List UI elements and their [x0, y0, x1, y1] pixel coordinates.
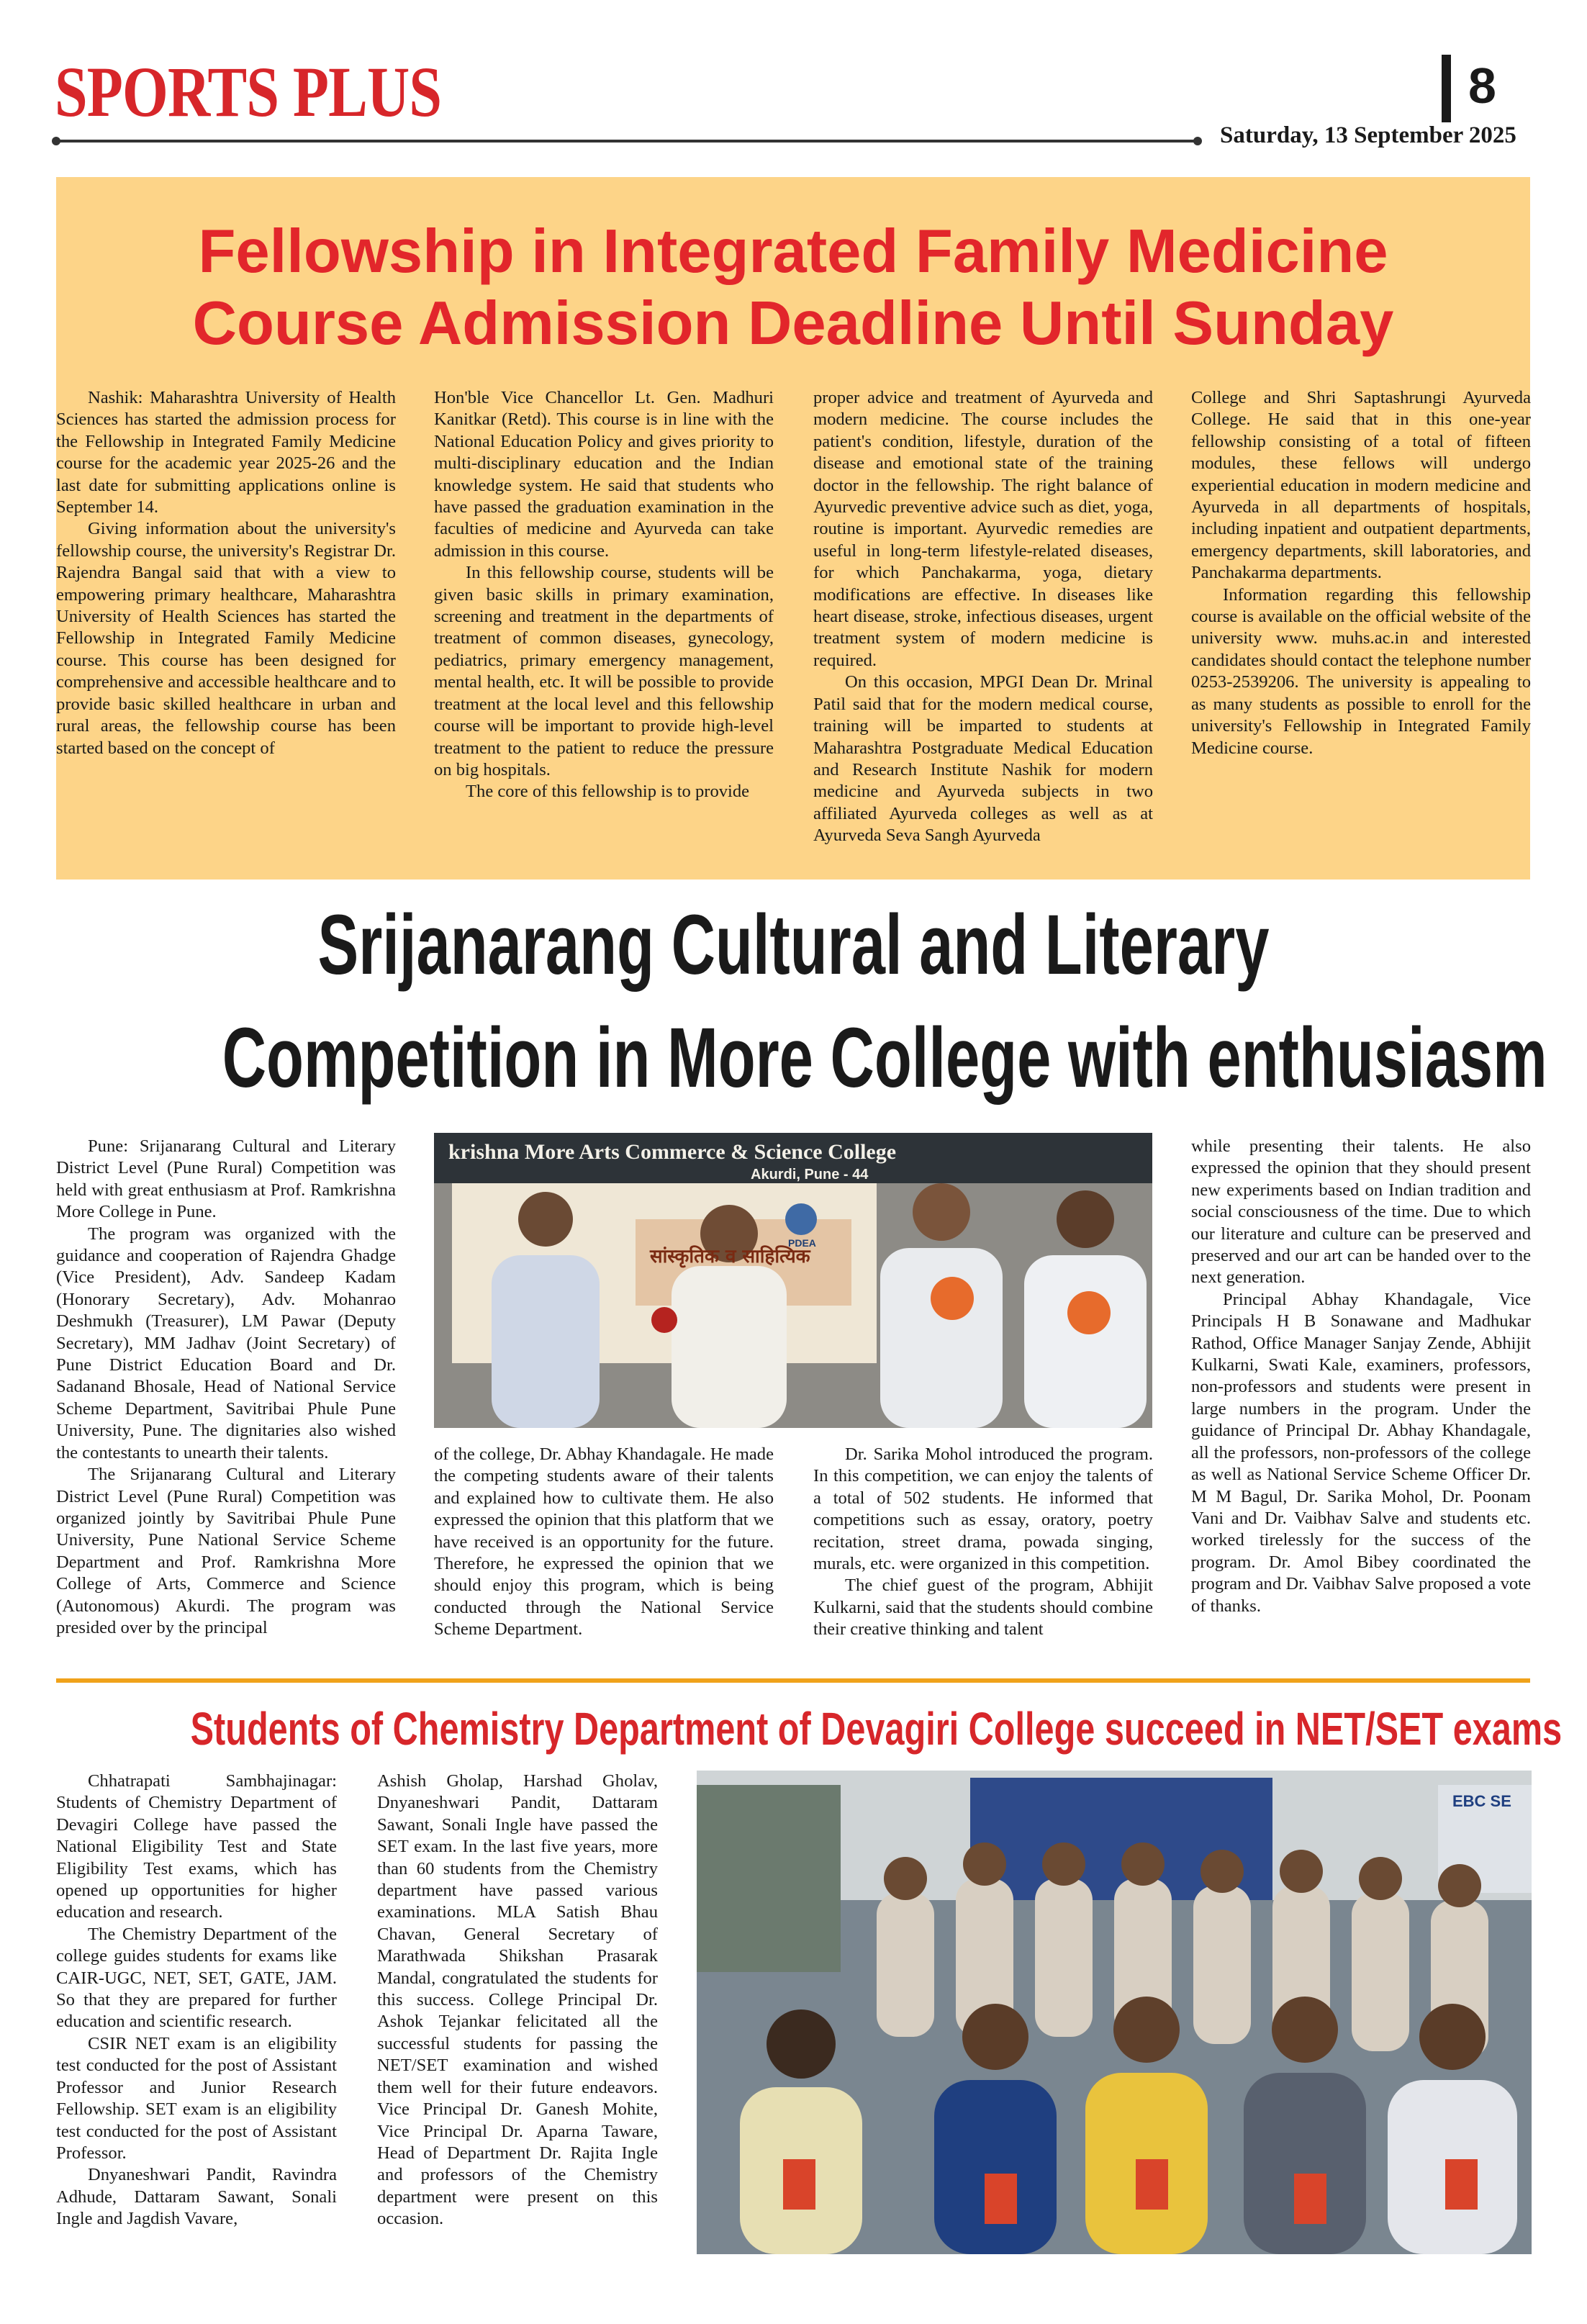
rule-end-dot — [52, 137, 60, 145]
paragraph: Principal Abhay Khandagale, Vice Principals H B Sonawane and Madhukar Rathod, Office Manager Sanjay Zende, Abhijit Kulkarni, Swati Kale, examiners, professors, non-professors and students were present in large numbers in the program. Under the guidance of Principal Dr. Abhay Khandagale, all the professors, non-professors of the college as well as National Service Scheme Officer Dr. M M Bagul, Dr. Sarika Mohol, Dr. Poonam Vani and Dr. Vaibhav Salve and students etc. worked tirelessly for the success of the program. Dr. Amol Bibey coordinated the program and Dr. Vaibhav Salve proposed a vote of thanks. — [1191, 1289, 1531, 1616]
issue-date: Saturday, 13 September 2025 — [1220, 122, 1516, 148]
chemistry-column-2 — [377, 1771, 658, 2230]
page-number-bar — [1442, 55, 1451, 122]
photo-banner-text: krishna More Arts Commerce & Science College — [448, 1140, 897, 1164]
fellowship-column-1 — [56, 387, 396, 759]
paragraph: The chief guest of the program, Abhijit Kulkarni, said that the students should combine their creative thinking and talent — [813, 1575, 1153, 1640]
srijanarang-column-2 — [434, 1444, 774, 1641]
paragraph: Nashik: Maharashtra University of Health Sciences has started the admission process for the Fellowship in Integrated Family Medicine course for the academic year 2025-26 and the last date for submitting applications online is September 14. — [56, 388, 396, 517]
fellowship-column-3 — [813, 387, 1153, 847]
chemistry-column-1 — [56, 1771, 337, 2230]
paragraph: proper advice and treatment of Ayurveda and modern medicine. The course includes the patient's condition, lifestyle, duration of the disease and emotional state of the training doctor in the fellowship. The right balance of Ayurvedic preventive advice such as diet, yoga, routine is important. Ayurvedic remedies are useful in long-term lifestyle-related diseases, for which Panchakarma, yoga, dietary modifications are effective. In diseases like heart disease, stroke, infectious diseases, urgent treatment system of modern medicine is required. — [813, 388, 1153, 670]
page-number: 8 — [1468, 58, 1496, 114]
section-divider — [56, 1678, 1530, 1683]
paragraph: Chhatrapati Sambhajinagar: Students of Chemistry Department of Devagiri College have passed the National Eligibility Test and State Eligibility Test exams, which has opened up opportunities for higher education and research. — [56, 1771, 337, 1922]
headline-line: Fellowship in Integrated Family Medicine — [198, 217, 1388, 286]
masthead-title: SPORTS PLUS — [55, 52, 442, 132]
chemistry-headline: Students of Chemistry Department of Devagiri College succeed in NET/SET exams — [190, 1703, 1563, 1755]
fellowship-headline — [56, 216, 1530, 360]
paragraph: Dr. Sarika Mohol introduced the program. In this competition, we can enjoy the talents of a total of 502 students. He informed that competitions such as essay, oratory, poetry recitation, street drama, powada singing, murals, etc. were organized in this competition. — [813, 1444, 1153, 1574]
masthead-rule — [55, 140, 1198, 143]
paragraph: of the college, Dr. Abhay Khandagale. He made the competing students aware of their talents and explained how to cultivate them. He also expressed the opinion that this platform that we have received is an opportunity for the future. Therefore, he expressed the opinion that we should enjoy this program, which is being conducted through the National Service Scheme Department. — [434, 1444, 774, 1640]
paragraph: CSIR NET exam is an eligibility test conducted for the post of Assistant Professor and Junior Research Fellowship. SET exam is an eligibility test conducted for the post of Assistant Professor. — [56, 2033, 337, 2163]
paragraph: Hon'ble Vice Chancellor Lt. Gen. Madhuri Kanitkar (Retd). This course is in line with the National Education Policy and gives priority to multi-disciplinary education and the Indian knowledge system. He said that students who have passed the graduation examination in the faculties of medicine and Ayurveda can take admission in this course. — [434, 388, 774, 561]
paragraph: On this occasion, MPGI Dean Dr. Mrinal Patil said that for the modern medical course, training will be imparted to students at Maharashtra Postgraduate Medical Education and Research Institute Nashik for modern medicine and Ayurveda subjects in two affiliated Ayurveda colleges as well as at Ayurveda Seva Sangh Ayurveda — [813, 672, 1153, 846]
paragraph: Giving information about the university's fellowship course, the university's Registrar Dr. Rajendra Bangal said that with a view to empowering primary healthcare, Maharashtra University of Health Sciences has started the Fellowship in Integrated Family Medicine course. This course has been designed for comprehensive and accessible healthcare and to provide basic skilled healthcare in urban and rural areas, the fellowship course has been started based on the concept of — [56, 519, 396, 758]
srijanarang-column-4 — [1191, 1136, 1531, 1617]
paragraph: The Chemistry Department of the college guides students for exams like CAIR-UGC, NET, SET, GATE, JAM. So that they are prepared for further education and scientific research. — [56, 1924, 337, 2032]
headline-line: Course Admission Deadline Until Sunday — [192, 289, 1394, 358]
rule-end-dot — [1193, 137, 1202, 145]
photo-banner-subtext: Akurdi, Pune - 44 — [751, 1167, 869, 1183]
paragraph: Pune: Srijanarang Cultural and Literary District Level (Pune Rural) Competition was held with great enthusiasm at Prof. Ramkrishna More College in Pune. — [56, 1136, 396, 1222]
paragraph: The core of this fellowship is to provide — [466, 782, 750, 802]
fellowship-column-2 — [434, 387, 774, 803]
fellowship-column-4 — [1191, 387, 1531, 759]
paragraph: Information regarding this fellowship course is available on the official website of the university www. muhs.ac.in and interested candidates should contact the telephone number 0253-2539206. The university is appealing to as many students as possible to enroll for the university's Fellowship in Integrated Family Medicine course. — [1191, 584, 1531, 758]
srijanarang-column-3 — [813, 1444, 1153, 1641]
photo-sign-text: EBC SE — [1452, 1792, 1511, 1810]
paragraph: Ashish Gholap, Harshad Gholav, Dnyaneshwari Pandit, Dattaram Sawant, Sonali Ingle have passed the SET exam. In the last five years, more than 60 students from the Chemistry department have passed various examinations. MLA Satish Bhau Chavan, General Secretary of Marathwada Shikshan Prasarak Mandal, congratulated the students for this success. College Principal Dr. Ashok Tejankar felicitated all the successful students for passing the NET/SET examination and wished them well for their future endeavors. Vice Principal Dr. Ganesh Mohite, Vice Principal Dr. Aparna Taware, Head of Department Dr. Rajita Ingle and professors of the Chemistry department were present on this occasion. — [377, 1771, 658, 2229]
srijanarang-headline-line1: Srijanarang Cultural and Literary — [317, 898, 1270, 993]
photo-poster-text: सांस्कृतिक व साहित्यिक — [650, 1246, 810, 1267]
group-photo — [697, 1771, 1532, 2254]
paragraph: In this fellowship course, students will be given basic skills in primary examination, screening and treatment in the departments of treatment of common diseases, gynecology, pediatrics, primary emergency management, mental health, etc. It will be possible to provide treatment at the local level and this fellowship course will be important to provide high-level treatment to the patient to reduce the pressure on big hospitals. — [434, 563, 774, 779]
photo-badge-text: PDEA — [788, 1237, 816, 1249]
event-photo-illustration — [434, 1133, 1152, 1428]
paragraph: The program was organized with the guidance and cooperation of Rajendra Ghadge (Vice President), Adv. Sandeep Kadam (Honorary Secretary), Adv. Mohanrao Deshmukh (Treasurer), LM Pawar (Deputy Secretary), MM Jadhav (Joint Secretary) of Pune District Education Board and Dr. Sadanand Bhosale, Head of National Service Scheme Department, Savitribai Phule Pune University, Pune. The dignitaries also wished the contestants to unearth their talents. — [56, 1224, 396, 1462]
paragraph: while presenting their talents. He also expressed the opinion that they should present new experiments based on Indian tradition and social consciousness of the time. Due to which our literature and culture can be preserved and preserved and our art can be handed over to the next generation. — [1191, 1136, 1531, 1288]
srijanarang-column-1 — [56, 1136, 396, 1639]
srijanarang-headline-line2: Competition in More College with enthusiasm — [222, 1010, 1547, 1106]
group-photo-illustration — [697, 1771, 1532, 2254]
event-photo — [434, 1133, 1152, 1428]
paragraph: The Srijanarang Cultural and Literary District Level (Pune Rural) Competition was organized jointly by Savitribai Phule Pune University, Pune National Service Scheme Department and Prof. Ramkrishna More College of Arts, Commerce and Science (Autonomous) Akurdi. The program was presided over by the principal — [56, 1465, 396, 1637]
paragraph: College and Shri Saptashrungi Ayurveda College. He said that in this one-year fellowship consisting of a total of fifteen modules, these fellows will undergo experiential education in modern medicine and Ayurveda in all departments of hospitals, including inpatient and outpatient departments, emergency departments, skill laboratories, and Panchakarma departments. — [1191, 388, 1531, 583]
paragraph: Dnyaneshwari Pandit, Ravindra Adhude, Dattaram Sawant, Sonali Ingle and Jagdish Vavare, — [56, 2165, 337, 2229]
